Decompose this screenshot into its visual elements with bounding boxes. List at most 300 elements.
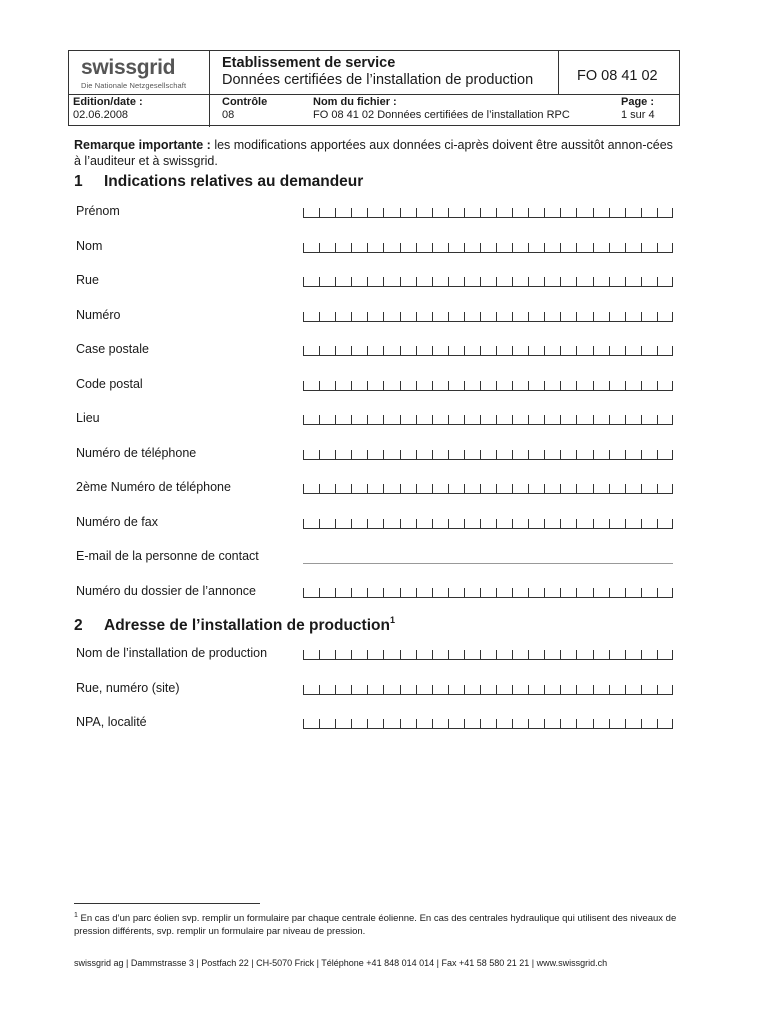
box-divider — [641, 415, 642, 424]
box-divider — [319, 277, 320, 286]
box-divider — [593, 650, 594, 659]
box-divider — [576, 243, 577, 252]
field-label: Numéro du dossier de l’annonce — [76, 583, 256, 598]
box-divider — [303, 484, 304, 493]
box-divider — [544, 588, 545, 597]
box-divider — [448, 719, 449, 728]
box-divider — [303, 719, 304, 728]
box-divider — [657, 346, 658, 355]
box-divider — [303, 381, 304, 390]
box-divider — [496, 519, 497, 528]
box-divider — [351, 415, 352, 424]
character-boxes[interactable] — [303, 650, 673, 660]
box-divider — [672, 381, 673, 390]
box-divider — [319, 415, 320, 424]
box-divider — [560, 650, 561, 659]
box-divider — [367, 312, 368, 321]
box-divider — [576, 346, 577, 355]
box-divider — [641, 685, 642, 694]
box-divider — [528, 381, 529, 390]
footnote-ref: 1 — [389, 615, 395, 625]
box-divider — [367, 415, 368, 424]
box-divider — [593, 450, 594, 459]
box-divider — [335, 588, 336, 597]
box-divider — [544, 312, 545, 321]
box-divider — [319, 208, 320, 217]
box-divider — [609, 381, 610, 390]
box-divider — [560, 415, 561, 424]
box-divider — [416, 208, 417, 217]
box-divider — [351, 685, 352, 694]
box-divider — [400, 650, 401, 659]
box-divider — [432, 685, 433, 694]
box-divider — [672, 312, 673, 321]
box-divider — [528, 346, 529, 355]
box-divider — [609, 415, 610, 424]
box-divider — [609, 484, 610, 493]
important-remark — [74, 137, 680, 169]
box-divider — [560, 312, 561, 321]
character-boxes[interactable] — [303, 415, 673, 425]
box-divider — [544, 208, 545, 217]
box-divider — [367, 650, 368, 659]
box-divider — [641, 381, 642, 390]
field-label: Rue, numéro (site) — [76, 680, 180, 695]
box-divider — [496, 312, 497, 321]
box-divider — [383, 381, 384, 390]
box-divider — [480, 415, 481, 424]
box-divider — [512, 685, 513, 694]
box-divider — [672, 484, 673, 493]
box-divider — [335, 415, 336, 424]
box-divider — [480, 588, 481, 597]
box-divider — [544, 519, 545, 528]
box-divider — [383, 312, 384, 321]
box-divider — [432, 588, 433, 597]
box-divider — [367, 484, 368, 493]
box-divider — [657, 719, 658, 728]
box-divider — [625, 346, 626, 355]
box-divider — [319, 685, 320, 694]
field-label: Case postale — [76, 342, 149, 356]
box-divider — [319, 381, 320, 390]
box-divider — [335, 208, 336, 217]
box-divider — [464, 346, 465, 355]
box-divider — [496, 719, 497, 728]
box-divider — [303, 243, 304, 252]
box-divider — [576, 381, 577, 390]
box-divider — [625, 381, 626, 390]
footnote-marker: 1 — [74, 912, 78, 919]
box-divider — [512, 381, 513, 390]
box-divider — [335, 312, 336, 321]
box-divider — [544, 381, 545, 390]
box-divider — [672, 588, 673, 597]
character-boxes[interactable] — [303, 450, 673, 460]
box-divider — [367, 588, 368, 597]
edition-value: 02.06.2008 — [73, 109, 129, 121]
box-divider — [464, 650, 465, 659]
field-label: 2ème Numéro de téléphone — [76, 480, 231, 494]
box-divider — [512, 719, 513, 728]
box-divider — [400, 243, 401, 252]
box-divider — [641, 519, 642, 528]
box-divider — [672, 650, 673, 659]
box-divider — [448, 312, 449, 321]
box-divider — [560, 588, 561, 597]
box-divider — [512, 415, 513, 424]
box-divider — [625, 519, 626, 528]
box-divider — [367, 685, 368, 694]
box-divider — [480, 484, 481, 493]
box-divider — [641, 588, 642, 597]
box-divider — [464, 415, 465, 424]
box-divider — [351, 450, 352, 459]
box-divider — [464, 243, 465, 252]
box-divider — [432, 450, 433, 459]
box-divider — [480, 650, 481, 659]
box-divider — [657, 312, 658, 321]
box-divider — [400, 346, 401, 355]
box-divider — [657, 208, 658, 217]
box-divider — [560, 381, 561, 390]
box-divider — [593, 208, 594, 217]
box-divider — [609, 277, 610, 286]
box-divider — [432, 346, 433, 355]
field-label: E-mail de la personne de contact — [76, 549, 259, 563]
box-divider — [609, 719, 610, 728]
box-divider — [641, 277, 642, 286]
header-divider — [558, 51, 559, 94]
box-divider — [303, 450, 304, 459]
box-divider — [625, 484, 626, 493]
box-divider — [609, 519, 610, 528]
box-divider — [335, 484, 336, 493]
box-divider — [544, 719, 545, 728]
box-divider — [672, 450, 673, 459]
box-divider — [544, 415, 545, 424]
control-label: Contrôle — [222, 96, 268, 108]
box-divider — [528, 208, 529, 217]
field-label: Code postal — [76, 376, 143, 391]
box-divider — [544, 277, 545, 286]
box-divider — [625, 415, 626, 424]
field-label: Numéro de fax — [76, 514, 158, 529]
box-divider — [576, 450, 577, 459]
box-divider — [560, 484, 561, 493]
box-divider — [448, 381, 449, 390]
box-divider — [641, 243, 642, 252]
box-divider — [512, 519, 513, 528]
box-divider — [416, 243, 417, 252]
box-divider — [657, 243, 658, 252]
document-header — [68, 50, 680, 126]
box-divider — [432, 415, 433, 424]
box-divider — [528, 719, 529, 728]
page-label: Page : — [621, 96, 655, 108]
box-divider — [657, 450, 658, 459]
box-divider — [480, 346, 481, 355]
character-boxes[interactable] — [303, 208, 673, 218]
box-divider — [560, 685, 561, 694]
box-divider — [528, 415, 529, 424]
box-divider — [319, 588, 320, 597]
box-divider — [351, 588, 352, 597]
email-input-line[interactable] — [303, 563, 673, 564]
box-divider — [351, 277, 352, 286]
box-divider — [383, 243, 384, 252]
character-boxes[interactable] — [303, 484, 673, 494]
box-divider — [319, 519, 320, 528]
box-divider — [560, 208, 561, 217]
character-boxes[interactable] — [303, 243, 673, 253]
box-divider — [464, 519, 465, 528]
box-divider — [576, 719, 577, 728]
edition-label: Edition/date : — [73, 96, 143, 108]
box-divider — [432, 208, 433, 217]
box-divider — [464, 484, 465, 493]
box-divider — [641, 346, 642, 355]
character-boxes[interactable] — [303, 346, 673, 356]
box-divider — [593, 685, 594, 694]
box-divider — [528, 450, 529, 459]
box-divider — [625, 208, 626, 217]
filename-value: FO 08 41 02 Données certifiées de l’installation RPC — [313, 109, 570, 121]
box-divider — [593, 277, 594, 286]
box-divider — [657, 484, 658, 493]
box-divider — [432, 650, 433, 659]
box-divider — [303, 519, 304, 528]
box-divider — [480, 519, 481, 528]
box-divider — [512, 346, 513, 355]
box-divider — [367, 346, 368, 355]
box-divider — [496, 450, 497, 459]
box-divider — [528, 243, 529, 252]
box-divider — [609, 685, 610, 694]
box-divider — [480, 381, 481, 390]
box-divider — [544, 346, 545, 355]
box-divider — [657, 519, 658, 528]
remark-bold: Remarque importante : — [74, 138, 211, 152]
box-divider — [625, 277, 626, 286]
box-divider — [480, 277, 481, 286]
field-label: Prénom — [76, 204, 120, 218]
box-divider — [480, 312, 481, 321]
box-divider — [657, 381, 658, 390]
box-divider — [448, 415, 449, 424]
box-divider — [657, 277, 658, 286]
box-divider — [400, 588, 401, 597]
box-divider — [383, 588, 384, 597]
field-label: Numéro de téléphone — [76, 445, 197, 460]
box-divider — [303, 415, 304, 424]
box-divider — [672, 243, 673, 252]
footnote — [74, 909, 684, 938]
section-title: Adresse de l’installation de production — [104, 617, 390, 634]
box-divider — [351, 312, 352, 321]
box-divider — [383, 519, 384, 528]
box-divider — [576, 685, 577, 694]
box-divider — [432, 277, 433, 286]
box-divider — [400, 685, 401, 694]
box-divider — [512, 650, 513, 659]
box-divider — [480, 450, 481, 459]
box-divider — [367, 381, 368, 390]
box-divider — [544, 650, 545, 659]
box-divider — [576, 415, 577, 424]
box-divider — [416, 381, 417, 390]
document-subtitle: Données certifiées de l’installation de production — [222, 72, 534, 88]
logo-tagline: Die Nationale Netzgesellschaft — [81, 81, 187, 90]
box-divider — [593, 346, 594, 355]
box-divider — [303, 650, 304, 659]
box-divider — [560, 346, 561, 355]
header-divider — [69, 94, 679, 95]
box-divider — [464, 208, 465, 217]
field-label: Numéro — [76, 307, 121, 322]
box-divider — [416, 415, 417, 424]
box-divider — [512, 277, 513, 286]
box-divider — [303, 208, 304, 217]
box-divider — [400, 208, 401, 217]
box-divider — [303, 685, 304, 694]
box-divider — [496, 588, 497, 597]
box-divider — [641, 450, 642, 459]
box-divider — [367, 277, 368, 286]
box-divider — [593, 484, 594, 493]
box-divider — [448, 208, 449, 217]
box-divider — [576, 484, 577, 493]
box-divider — [319, 346, 320, 355]
box-divider — [367, 208, 368, 217]
box-divider — [496, 243, 497, 252]
box-divider — [464, 312, 465, 321]
footnote-rule — [74, 903, 260, 904]
box-divider — [512, 243, 513, 252]
box-divider — [416, 650, 417, 659]
box-divider — [625, 719, 626, 728]
page-footer: swissgrid ag | Dammstrasse 3 | Postfach 22 | CH-5070 Frick | Téléphone +41 848 014 014 | Fax +41 58 580 21 21 | www.swissgrid.ch — [74, 958, 608, 968]
box-divider — [464, 719, 465, 728]
box-divider — [609, 243, 610, 252]
box-divider — [351, 243, 352, 252]
remark-text: les modifications apportées aux données ci-après doivent être aussitôt annon-cées à l’auditeur et à swissgrid. — [74, 138, 673, 168]
character-boxes[interactable] — [303, 719, 673, 729]
box-divider — [335, 381, 336, 390]
box-divider — [335, 243, 336, 252]
box-divider — [400, 312, 401, 321]
box-divider — [383, 484, 384, 493]
box-divider — [351, 650, 352, 659]
box-divider — [528, 484, 529, 493]
box-divider — [400, 381, 401, 390]
header-divider — [209, 51, 210, 127]
box-divider — [512, 588, 513, 597]
box-divider — [464, 381, 465, 390]
box-divider — [448, 484, 449, 493]
box-divider — [416, 346, 417, 355]
box-divider — [480, 243, 481, 252]
field-label: Nom de l’installation de production — [76, 646, 268, 660]
box-divider — [383, 277, 384, 286]
box-divider — [641, 208, 642, 217]
box-divider — [367, 519, 368, 528]
box-divider — [496, 208, 497, 217]
box-divider — [335, 450, 336, 459]
box-divider — [432, 312, 433, 321]
box-divider — [464, 450, 465, 459]
box-divider — [593, 719, 594, 728]
box-divider — [672, 719, 673, 728]
box-divider — [383, 685, 384, 694]
box-divider — [448, 685, 449, 694]
box-divider — [351, 346, 352, 355]
box-divider — [625, 312, 626, 321]
swissgrid-logo — [81, 57, 201, 91]
box-divider — [609, 650, 610, 659]
box-divider — [319, 650, 320, 659]
box-divider — [464, 277, 465, 286]
character-boxes[interactable] — [303, 277, 673, 287]
field-label: Lieu — [76, 411, 100, 425]
box-divider — [544, 243, 545, 252]
control-value: 08 — [222, 109, 235, 121]
box-divider — [432, 381, 433, 390]
character-boxes[interactable] — [303, 588, 673, 598]
box-divider — [528, 685, 529, 694]
box-divider — [641, 312, 642, 321]
box-divider — [672, 208, 673, 217]
character-boxes[interactable] — [303, 381, 673, 391]
character-boxes[interactable] — [303, 519, 673, 529]
box-divider — [416, 277, 417, 286]
box-divider — [464, 588, 465, 597]
character-boxes[interactable] — [303, 312, 673, 322]
field-label: NPA, localité — [76, 715, 147, 729]
box-divider — [416, 685, 417, 694]
box-divider — [672, 415, 673, 424]
box-divider — [464, 685, 465, 694]
box-divider — [625, 685, 626, 694]
box-divider — [657, 650, 658, 659]
box-divider — [657, 415, 658, 424]
box-divider — [576, 650, 577, 659]
box-divider — [496, 685, 497, 694]
box-divider — [576, 312, 577, 321]
box-divider — [560, 519, 561, 528]
box-divider — [335, 685, 336, 694]
box-divider — [367, 243, 368, 252]
box-divider — [448, 450, 449, 459]
box-divider — [432, 519, 433, 528]
box-divider — [303, 277, 304, 286]
character-boxes[interactable] — [303, 685, 673, 695]
section-2-heading — [74, 615, 395, 635]
box-divider — [335, 650, 336, 659]
box-divider — [400, 719, 401, 728]
footnote-text: En cas d’un parc éolien svp. remplir un formulaire par chaque centrale éolienne. En cas des centrales hydraulique qui utilisent des niveaux de pression différents, svp. remplir un formulaire par niveau de pression. — [74, 913, 677, 937]
box-divider — [367, 450, 368, 459]
box-divider — [480, 719, 481, 728]
box-divider — [416, 588, 417, 597]
box-divider — [576, 277, 577, 286]
box-divider — [432, 484, 433, 493]
box-divider — [625, 650, 626, 659]
box-divider — [303, 312, 304, 321]
box-divider — [416, 484, 417, 493]
box-divider — [496, 346, 497, 355]
box-divider — [672, 685, 673, 694]
